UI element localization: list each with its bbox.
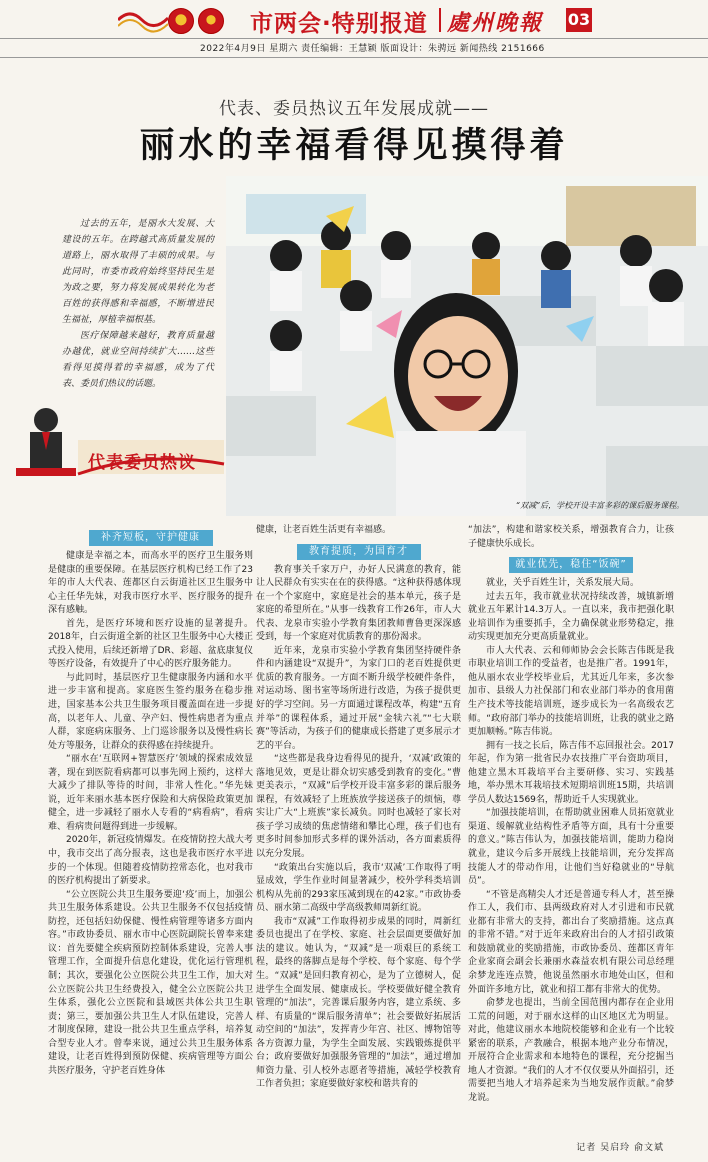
paragraph-continued: 健康，让老百姓生活更有幸福感。 [256,525,392,535]
paragraph: “丽水在‘互联网+智慧医疗’领域的探索成效显著，现在到医院看病都可以事先网上预约，这样大大减少了排队等待的时间，非常人性化。”华先妹说，近年来丽水基本医疗保险和大病保险政策更加健全，进一步减轻了丽水人专看的“病看病”，看病难、看病贵问题得到进一步缓解。 [48,754,253,832]
paragraph: 2020年，新冠疫情爆发。在疫情防控大战大考中，我市交出了高分报表，这也是我市医疗水平进步的一个体现。但随着疫情防控常态化，也对我市的医疗机构提出了新要求。 [48,835,253,887]
banner-label: 代表委员热议 [88,453,196,473]
section-heading: 教育提质，为国育才 [297,544,421,560]
lede-paragraph: 医疗保障越来越好，教育质量越办越优，就业空间持续扩大……这些看得见摸得着的幸福感，成为了代表、委员们热议的话题。 [62,331,214,389]
section-heading: 补齐短板，守护健康 [89,530,213,546]
paragraph: 市人大代表、云和师师协会会长陈吉伟既是我市职业培训工作的受益者，也是推广者。1991年，他从丽水农业学校毕业后，尤其近几年来，多次参加市、县级人力社保部门和农业部门举办的食用菌生产技术等技能培训班，逐步成长为一名高级农艺师。“政府部门举办的技能培训班，让我的就业之路更加顺畅。”陈吉伟说。 [468,645,674,738]
section-title: 市两会·特别报道 [250,11,428,37]
paragraph: 俞梦龙也提出，当前全国范围内都存在企业用工荒的问题，对于丽水这样的山区地区尤为明显。对此，他建议丽水本地院校能够和企业有一个比较紧密的联系，产教融合，根据本地产业分布情况，开展符合企业需求和本地特色的课程，充分挖掘当地人才资源。“我们的人才不仅仅要从外面招引，还需要把当地人才培养起来为当地发展作贡献。”俞梦龙说。 [468,998,674,1103]
paragraph: 教育事关千家万户，办好人民满意的教育，能让人民群众有实实在在的获得感。“这种获得感体现在一个个家庭中，家庭是社会的基本单元，孩子是家庭的希望所在。”从事一线教育工作26年，市人大代表、龙泉市实验小学教育集团教师曹鲁更深深感受到，每一个家庭对优质教育的那份渴求。 [256,564,461,643]
paragraph: “政策出台实施以后，我市‘双减’工作取得了明显成效，学生作业时间显著减少，校外学科类培训机构从先前的293家压减到现在的42家。”市政协委员、丽水第二高级中学高级教师周新红说。 [256,862,461,914]
paragraph: “公立医院公共卫生服务要迎‘疫’而上，加强公共卫生服务体系建设。公共卫生服务不仅包括疫情防控，还包括妇幼保健、慢性病管理等诸多方面内容。”市政协委员、丽水市中心医院副院长曾奉来建议：首先要健全疾病预防控制体系建设，完善人事管理工作，全面提升信息化建设，优化运行管理机制；其次，要强化公立医院公共卫生工作，加大对公立医院公共卫生经费投入，健全公立医院公共卫生体系，强化公立医院和县域医共体公共卫生职责；第三，要加强公共卫生人才队伍建设，完善人才制度保障，建设一批公共卫生重点学科，培养复合型专业人才。曾奉来说，通过公共卫生服务体系建设，让老百姓得到预防保健、疾病管理等方面公共医疗服务，守护老百姓身体 [48,889,253,1076]
paragraph: “这些都是我身边看得见的提升，‘双减’政策的落地见效，更是让群众切实感受到教育的变化。”曹更美表示，“双减”后学校开设丰富多彩的课后服务课程，有效减轻了上班族放学接送孩子的烦恼，尊实让广大“上班族”家长减负。同时也减轻了家长对孩子学习成绩的焦虑情绪和攀比心理，孩子们也有更多时间参加形式多样的课外活动，各方面素质得以充分发展。 [256,754,461,860]
paragraph: 过去五年，我市就业状况持续改善，城镇新增就业五年累计14.3万人。一直以来，我市把强化职业培训作为重要抓手，全力确保就业形势稳定，推动实现更加充分更高质量就业。 [468,591,674,643]
page-number: 03 [566,8,592,32]
column-2 [256,524,461,1092]
masthead-divider [439,8,441,32]
photo-caption-text: “双减”后，学校开设丰富多彩的课后服务课程。 [516,501,685,510]
paragraph: 就业，关乎百姓生计，关系发展大局。 [486,578,640,589]
masthead [0,0,708,38]
column-3 [468,524,674,1105]
classroom-photo [226,176,708,516]
byline: 记者 吴启玲 俞文斌 [576,1143,664,1153]
headline: 丽水的幸福看得见摸得着 [139,126,569,166]
paragraph: “不管是高精尖人才还是普通专科人才，甚至操作工人，我们市、县两级政府对人才引进和市民就业都有非常大的支持，都出台了奖励措施。这点真的非常不错。”对于近年来政府出台的人才招引政策和鼓励就业的奖励措施，市政协委员、莲都区青年企业家商会副会长兼丽水森益农机有限公司总经理余梦龙连连点赞，他说虽然丽水市地处山区，但和外面许多地方比，就业和招工都有非常大的优势。 [468,889,674,995]
national-emblem-icon [168,8,194,34]
paragraph: 近年来，龙泉市实验小学教育集团坚持硬件条件和内涵建设“双提升”，为家门口的老百姓提供更优质的教育服务。一方面不断升级学校硬件条件，对运动场、图书室等场所进行改造，为孩子提供更好的学习空间。另一方面通过课程改革，构建“五育并举”的课程体系，通过开展“金犊六礼”“七大联赛”等活动，为孩子们的健康成长搭建了更多展示才艺的平台。 [256,645,461,751]
column-1 [48,524,253,1078]
kicker: 代表、委员热议五年发展成就—— [219,99,489,119]
lede-paragraph: 过去的五年，是丽水大发展、大建设的五年。在跨越式高质量发展的道路上，丽水取得了丰硕的成果。与此同时，市委市政府始终坚持民生是为政之要，努力将发展成果转化为老百姓的获得感和幸福感，不断增进民生福祉，厚植幸福根基。 [62,219,214,325]
paragraph-continued: “加法”，构建和谐家校关系，增强教育合力，让孩子健康快乐成长。 [468,525,674,549]
section-heading: 就业优先，稳住“饭碗” [509,557,633,573]
lede [62,216,214,392]
emblems [118,6,230,34]
ribbon-decoration [118,6,168,34]
paragraph: 拥有一技之长后，陈吉伟不忘回报社会。2017年起，作为第一批省民办农技推广平台资助项目，他建立黑木耳栽培平台主要研修、实习、实践基地，举办黑木耳栽培技术短期培训班15期，共培训学员人数达1569名，帮助近千人实现就业。 [468,740,674,805]
dateline-text: 2022年4月9日 星期六 责任编辑：王慧颖 版面设计：朱骋远 新闻热线 2151666 [200,44,545,54]
classroom-photo-illustration [226,176,708,516]
paragraph: 首先，是医疗环境和医疗设施的显著提升。2018年，白云街道全新的社区卫生服务中心大楼正式投入使用，后续还新增了DR、彩超、盆底康复仪等医疗设备，有效提升了中心的医疗服务能力。 [48,618,253,670]
paper-name: 處州晚報 [447,10,544,36]
paragraph: 健康是幸福之本，而高水平的医疗卫生服务则是健康的重要保障。在基层医疗机构已经工作了23年的市人大代表、莲都区白云街道社区卫生服务中心主任华先妹，对我市医疗水平、医疗服务的提升深有感触。 [48,551,253,616]
cppcc-emblem-icon [198,8,224,34]
paragraph: 与此同时，基层医疗卫生健康服务内涵和水平进一步丰富和提高。家庭医生签约服务在稳步推进，国家基本公共卫生服务项目覆盖面在进一步提高，以老年人、儿童、孕产妇、慢性病患者为重点人群，家庭病床服务、上门巡诊服务以及慢性病长处方等服务，让群众的获得感在持续提升。 [48,672,253,751]
dateline-bar [0,38,708,58]
paragraph: 我市“双减”工作取得初步成果的同时，周新红委员也提出了在学校、家庭、社会层面更要做好加法的建议。她认为，“双减”是一项艰巨的系统工程，最终的落脚点是每个学校、每个家庭、每个学生。“双减”是回归教育初心，是为了立德树人，促进学生全面发展、健康成长。学校要做好健全教育管理的“加法”，完善课后服务内容，建立系统、多样、有质量的“课后服务清单”；社会要做好拓展活动空间的“加法”，发挥青少年宫、社区、博物馆等各方资源力量，为学生全面发展、实践锻炼提供平台；政府要做好加强服务管理的“加法”，通过增加师资力量、引人校外志愿者等措施，减轻学校教育工作者负担；家庭要做好家校和谐共育的 [256,916,461,1090]
paragraph: “加强技能培训，在帮助就业困难人员拓宽就业渠道、缓解就业结构性矛盾等方面，具有十分重要的意义。”陈吉伟认为，加强技能培训，能助力稳岗就业，建议今后多开展线上技能培训，充分发挥高技能人才的带动作用，让他们当好稳就业的“导航员”。 [468,808,674,887]
